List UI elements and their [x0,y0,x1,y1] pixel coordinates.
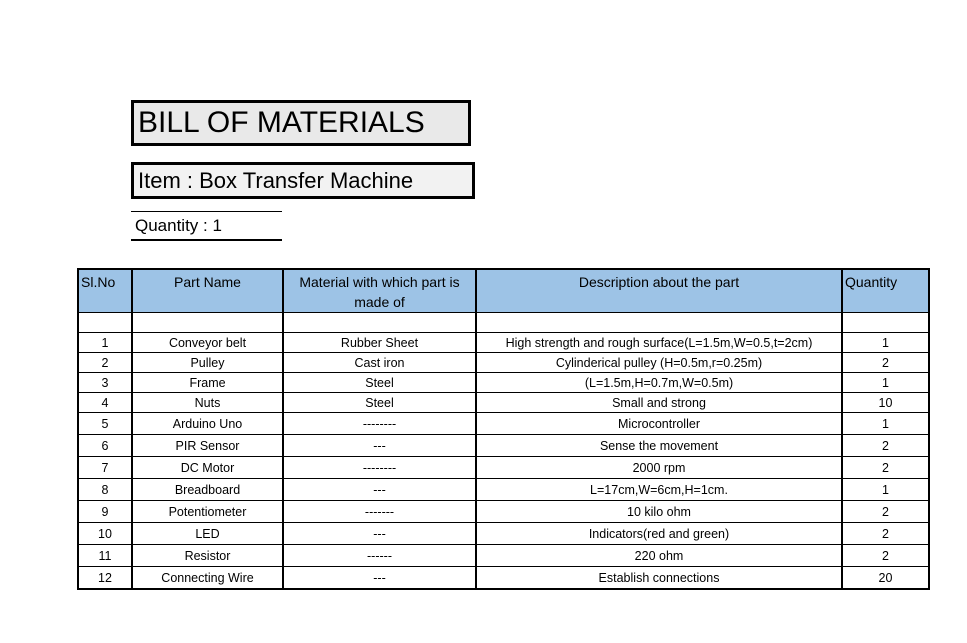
cell-sl-no: 12 [78,567,132,590]
table-row [78,523,929,545]
bill-of-materials-table [77,268,930,590]
table-row [78,479,929,501]
header-row [78,269,929,313]
cell-sl-no: 10 [78,523,132,545]
cell-material: Steel [283,393,476,413]
cell-quantity: 2 [842,353,929,373]
cell-sl-no: 6 [78,435,132,457]
cell-part-name: Frame [132,373,283,393]
empty-cell [132,313,283,333]
cell-description: High strength and rough surface(L=1.5m,W=0.5,t=2cm) [476,333,842,353]
cell-description: Small and strong [476,393,842,413]
cell-quantity: 2 [842,457,929,479]
cell-sl-no: 3 [78,373,132,393]
cell-quantity: 1 [842,479,929,501]
table-row [78,545,929,567]
cell-part-name: Nuts [132,393,283,413]
cell-material: --- [283,567,476,590]
cell-part-name: PIR Sensor [132,435,283,457]
cell-sl-no: 11 [78,545,132,567]
cell-part-name: Resistor [132,545,283,567]
cell-description: 220 ohm [476,545,842,567]
cell-material: --- [283,523,476,545]
cell-quantity: 1 [842,373,929,393]
cell-part-name: Breadboard [132,479,283,501]
table-row [78,567,929,590]
table-row [78,457,929,479]
header-sl-no: Sl.No [78,269,132,313]
empty-cell [78,313,132,333]
cell-material: Rubber Sheet [283,333,476,353]
cell-description: L=17cm,W=6cm,H=1cm. [476,479,842,501]
cell-description: Sense the movement [476,435,842,457]
quantity-label: Quantity : 1 [131,211,282,241]
table-row [78,413,929,435]
cell-description: Microcontroller [476,413,842,435]
empty-cell [283,313,476,333]
cell-material: Steel [283,373,476,393]
header-quantity: Quantity [842,269,929,313]
cell-material: Cast iron [283,353,476,373]
table-row [78,353,929,373]
cell-quantity: 10 [842,393,929,413]
cell-description: Indicators(red and green) [476,523,842,545]
cell-description: 10 kilo ohm [476,501,842,523]
cell-description: Establish connections [476,567,842,590]
cell-description: (L=1.5m,H=0.7m,W=0.5m) [476,373,842,393]
cell-sl-no: 8 [78,479,132,501]
table-row [78,435,929,457]
cell-part-name: Potentiometer [132,501,283,523]
cell-sl-no: 2 [78,353,132,373]
cell-part-name: Arduino Uno [132,413,283,435]
table-row [78,501,929,523]
cell-sl-no: 7 [78,457,132,479]
cell-part-name: Pulley [132,353,283,373]
cell-part-name: DC Motor [132,457,283,479]
table-row [78,373,929,393]
cell-description: Cylinderical pulley (H=0.5m,r=0.25m) [476,353,842,373]
cell-quantity: 2 [842,501,929,523]
cell-sl-no: 4 [78,393,132,413]
cell-material: --- [283,479,476,501]
item-name: Item : Box Transfer Machine [131,162,475,199]
cell-sl-no: 1 [78,333,132,353]
cell-description: 2000 rpm [476,457,842,479]
cell-material: -------- [283,413,476,435]
cell-quantity: 2 [842,545,929,567]
cell-material: --- [283,435,476,457]
header-material: Material with which part is made of [283,269,476,313]
cell-material: -------- [283,457,476,479]
cell-part-name: Connecting Wire [132,567,283,590]
empty-cell [842,313,929,333]
table-row [78,393,929,413]
spacer-row [78,313,929,333]
cell-material: ------ [283,545,476,567]
cell-material: ------- [283,501,476,523]
header-description: Description about the part [476,269,842,313]
cell-part-name: Conveyor belt [132,333,283,353]
cell-sl-no: 5 [78,413,132,435]
header-part-name: Part Name [132,269,283,313]
document-title: BILL OF MATERIALS [131,100,471,146]
empty-cell [476,313,842,333]
cell-part-name: LED [132,523,283,545]
cell-quantity: 1 [842,333,929,353]
cell-quantity: 1 [842,413,929,435]
cell-quantity: 2 [842,435,929,457]
cell-quantity: 2 [842,523,929,545]
cell-quantity: 20 [842,567,929,590]
cell-sl-no: 9 [78,501,132,523]
table-row [78,333,929,353]
